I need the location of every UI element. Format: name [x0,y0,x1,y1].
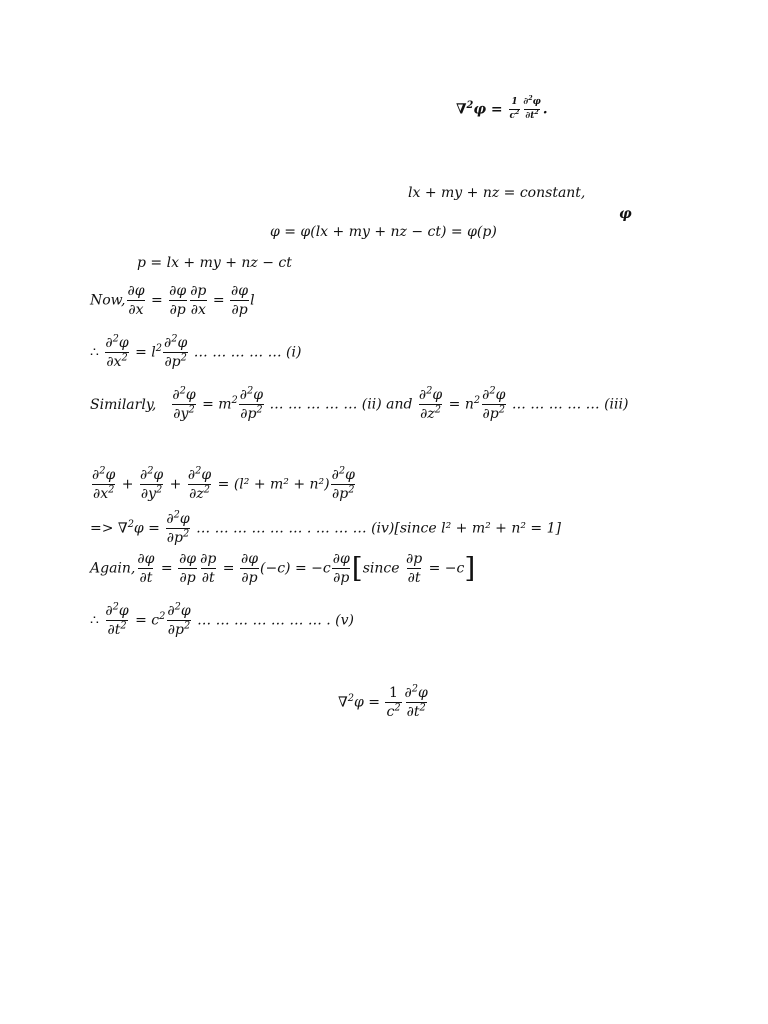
power: 2 [195,465,202,477]
equals: = [444,396,465,413]
power: 2 [466,99,474,111]
numerator [187,465,212,484]
again-chain-rule [90,552,475,585]
label: Now, [90,292,126,309]
equation-number: … … … … … (i) [189,344,302,361]
partial: ∂ [418,387,427,403]
left-bracket: [ [351,551,363,585]
numerator [239,385,264,404]
phi: φ [532,97,541,107]
denominator [105,352,128,369]
phi: φ [345,467,355,483]
phi: φ [153,467,164,483]
denominator [406,702,427,719]
denominator [140,484,163,501]
phi: φ [253,387,264,403]
numerator: ∂φ [332,551,350,567]
numerator: ∂φ [127,283,145,299]
den-var: ∂t [406,704,420,720]
denominator: ∂x [128,302,144,318]
fraction [171,385,196,422]
equals: = [363,694,385,711]
fraction [230,284,249,317]
den-var: ∂t [107,622,121,638]
power: 2 [347,692,355,704]
fraction [332,552,351,585]
denominator [188,484,211,501]
denominator [509,109,521,121]
plane-equation: lx + my + nz = constant, [408,185,586,201]
power: 2 [173,509,180,521]
power: 2 [203,484,210,496]
denominator: ∂t [407,570,421,586]
denominator [166,528,190,545]
partial: ∂ [239,387,248,403]
phi: φ [495,387,506,403]
numerator [418,385,443,404]
denominator [163,352,187,369]
fraction [509,98,521,121]
equation-iv [90,509,561,546]
denominator: ∂p [241,570,258,586]
den-var: ∂p [240,406,257,422]
partial: ∂ [167,603,175,619]
therefore: ∴ [90,344,104,361]
power: 2 [112,333,119,345]
numerator [104,333,129,352]
since-label: since [362,560,404,577]
numerator [165,509,190,528]
partial: ∂ [482,387,490,403]
partial: ∂ [331,467,339,483]
fraction [199,552,217,585]
equation-number: … … … … … … . … … … (iv)[since l² + m² + n² = 1] [191,520,561,537]
label: => ∇ [90,520,128,537]
den-var: ∂z [420,406,435,422]
numerator [481,385,506,404]
power: 2 [112,601,119,613]
equation-number: … … … … … … … . (v) [192,612,355,629]
denominator [482,404,506,421]
numerator [139,465,164,484]
power: 2 [184,620,191,632]
numerator: ∂p [405,551,423,567]
equation-number: … … … … … (iii) [507,396,629,413]
fraction [187,465,212,502]
numerator [404,683,429,702]
power: 2 [171,333,178,345]
numerator: ∂φ [231,283,249,299]
power: 2 [231,394,238,406]
power: 2 [338,465,346,477]
power: 2 [155,342,163,354]
den-var: ∂x [92,486,109,502]
sum-equation [90,465,357,502]
denominator: ∂p [333,570,350,586]
power: 2 [348,484,355,496]
equals: = [143,520,165,537]
coefficient: n [464,396,474,413]
power: 2 [180,352,187,364]
power: 2 [473,394,481,406]
power: 2 [156,484,163,496]
fraction [104,601,129,638]
fraction [136,552,155,585]
nabla: ∇ [456,101,467,118]
fraction [189,284,207,317]
fraction [168,284,187,317]
partial: ∂ [105,335,113,351]
equation-number: … … … … … (ii) and [265,396,417,413]
power: 2 [159,610,166,622]
phi: φ [180,603,191,619]
phi-definition: φ = φ(lx + my + nz − ct) = φ(p) [270,224,497,240]
numerator: 1 [511,97,518,107]
fraction [163,333,188,370]
phi: φ [185,387,196,403]
expression: = −c [424,560,465,577]
power: 2 [108,484,115,496]
equals: = [156,560,178,577]
denominator [167,620,191,637]
equation-ii-iii [90,385,629,422]
power: 2 [256,404,263,416]
den-var: ∂p [166,530,183,546]
phi: φ [118,603,129,619]
plus: + [117,476,138,493]
period: . [542,101,548,118]
power: 2 [534,109,539,116]
phi: φ [201,467,212,483]
partial: ∂ [166,511,174,527]
den-var: ∂p [482,406,499,422]
den-var: ∂y [140,486,157,502]
power: 2 [528,95,533,102]
denominator [92,484,115,501]
denominator [385,702,401,719]
phi: φ [105,467,116,483]
equals: = [486,101,508,118]
denominator [419,404,442,421]
coefficient: l [250,292,255,309]
den-var: ∂p [167,622,184,638]
denominator [172,404,195,421]
fraction [405,552,423,585]
denominator: ∂p [179,570,196,586]
phi: φ [179,511,190,527]
fraction [139,465,164,502]
numerator: ∂p [190,283,207,299]
partial: ∂ [523,97,529,107]
coefficient: l [151,344,156,361]
power: 2 [183,528,190,540]
fraction [240,552,259,585]
phi: φ [118,335,129,351]
equation-i [90,333,302,370]
numerator: ∂φ [179,551,197,567]
numerator [171,385,196,404]
phi: φ [354,694,364,711]
power: 2 [411,683,419,695]
denominator: ∂t [201,570,215,586]
power: 2 [127,518,134,530]
equation-v [90,601,355,638]
coefficient: c [151,612,160,629]
denominator: ∂p [169,302,186,318]
nabla: ∇ [338,694,348,711]
equals: = [130,344,152,361]
equals: = [208,292,230,309]
denominator [331,484,355,501]
phi: φ [473,101,487,118]
den-var: ∂p [164,354,181,370]
phi: φ [418,685,428,701]
power: 2 [120,620,127,632]
partial: ∂ [187,467,196,483]
power: 2 [147,465,154,477]
denominator: ∂p [231,302,248,318]
wave-equation-header [456,95,548,121]
phi: φ [133,520,144,537]
power: 2 [394,702,401,714]
power: 2 [179,385,186,397]
denominator: ∂t [139,570,153,586]
fraction [104,333,129,370]
power: 2 [121,352,128,364]
power: 2 [426,385,433,397]
fraction [331,465,356,502]
power: 2 [188,404,195,416]
equals: = [213,476,234,493]
fraction [481,385,506,422]
phi: φ [177,335,188,351]
fraction [522,95,541,121]
equals: = [146,292,168,309]
power: 2 [489,385,496,397]
fraction [239,385,264,422]
den-var: c [386,704,395,720]
numerator [166,601,191,620]
power: 2 [498,404,505,416]
numerator: ∂p [200,551,217,567]
partial: ∂ [105,603,113,619]
equals: = [130,612,152,629]
denominator [239,404,263,421]
phi-mark: φ [619,206,632,222]
den-var: ∂t [525,111,535,121]
den-var: c [509,111,516,121]
den-var: ∂x [106,354,122,370]
numerator [91,465,116,484]
numerator [104,601,129,620]
power: 2 [515,109,520,116]
equals: = [197,396,219,413]
label: Again, [90,560,136,577]
power: 2 [99,465,106,477]
fraction [165,509,190,546]
partial: ∂ [404,685,412,701]
right-bracket: ] [464,551,476,585]
fraction [178,552,197,585]
partial: ∂ [139,467,148,483]
phi: φ [432,387,443,403]
now-chain-rule [90,284,255,317]
p-definition: p = lx + my + nz − ct [137,255,292,271]
denominator [524,109,539,121]
power: 2 [247,385,254,397]
partial: ∂ [172,387,180,403]
direction-cosines: (l² + m² + n²) [233,476,330,493]
numerator: ∂φ [137,551,155,567]
partial: ∂ [164,335,172,351]
fraction [166,601,191,638]
fraction [404,683,429,720]
plus: + [165,476,186,493]
equals: = [218,560,239,577]
fraction [91,465,116,502]
numerator [522,95,541,109]
numerator: 1 [389,685,398,701]
den-var: ∂y [173,406,189,422]
den-var: ∂p [332,486,349,502]
fraction [418,385,443,422]
coefficient: m [218,396,232,413]
numerator: ∂φ [240,551,258,567]
label: Similarly, [90,396,157,413]
numerator [331,465,356,484]
power: 2 [434,404,441,416]
numerator [163,333,188,352]
denominator: ∂x [190,302,206,318]
wave-equation-final [338,683,430,720]
fraction [126,284,145,317]
therefore: ∴ [90,612,104,629]
den-var: ∂z [189,486,204,502]
numerator: ∂φ [169,283,187,299]
power: 2 [419,702,426,714]
fraction [385,686,401,719]
expression: (−c) = −c [260,560,331,577]
power: 2 [174,601,181,613]
denominator [106,620,127,637]
partial: ∂ [92,467,100,483]
